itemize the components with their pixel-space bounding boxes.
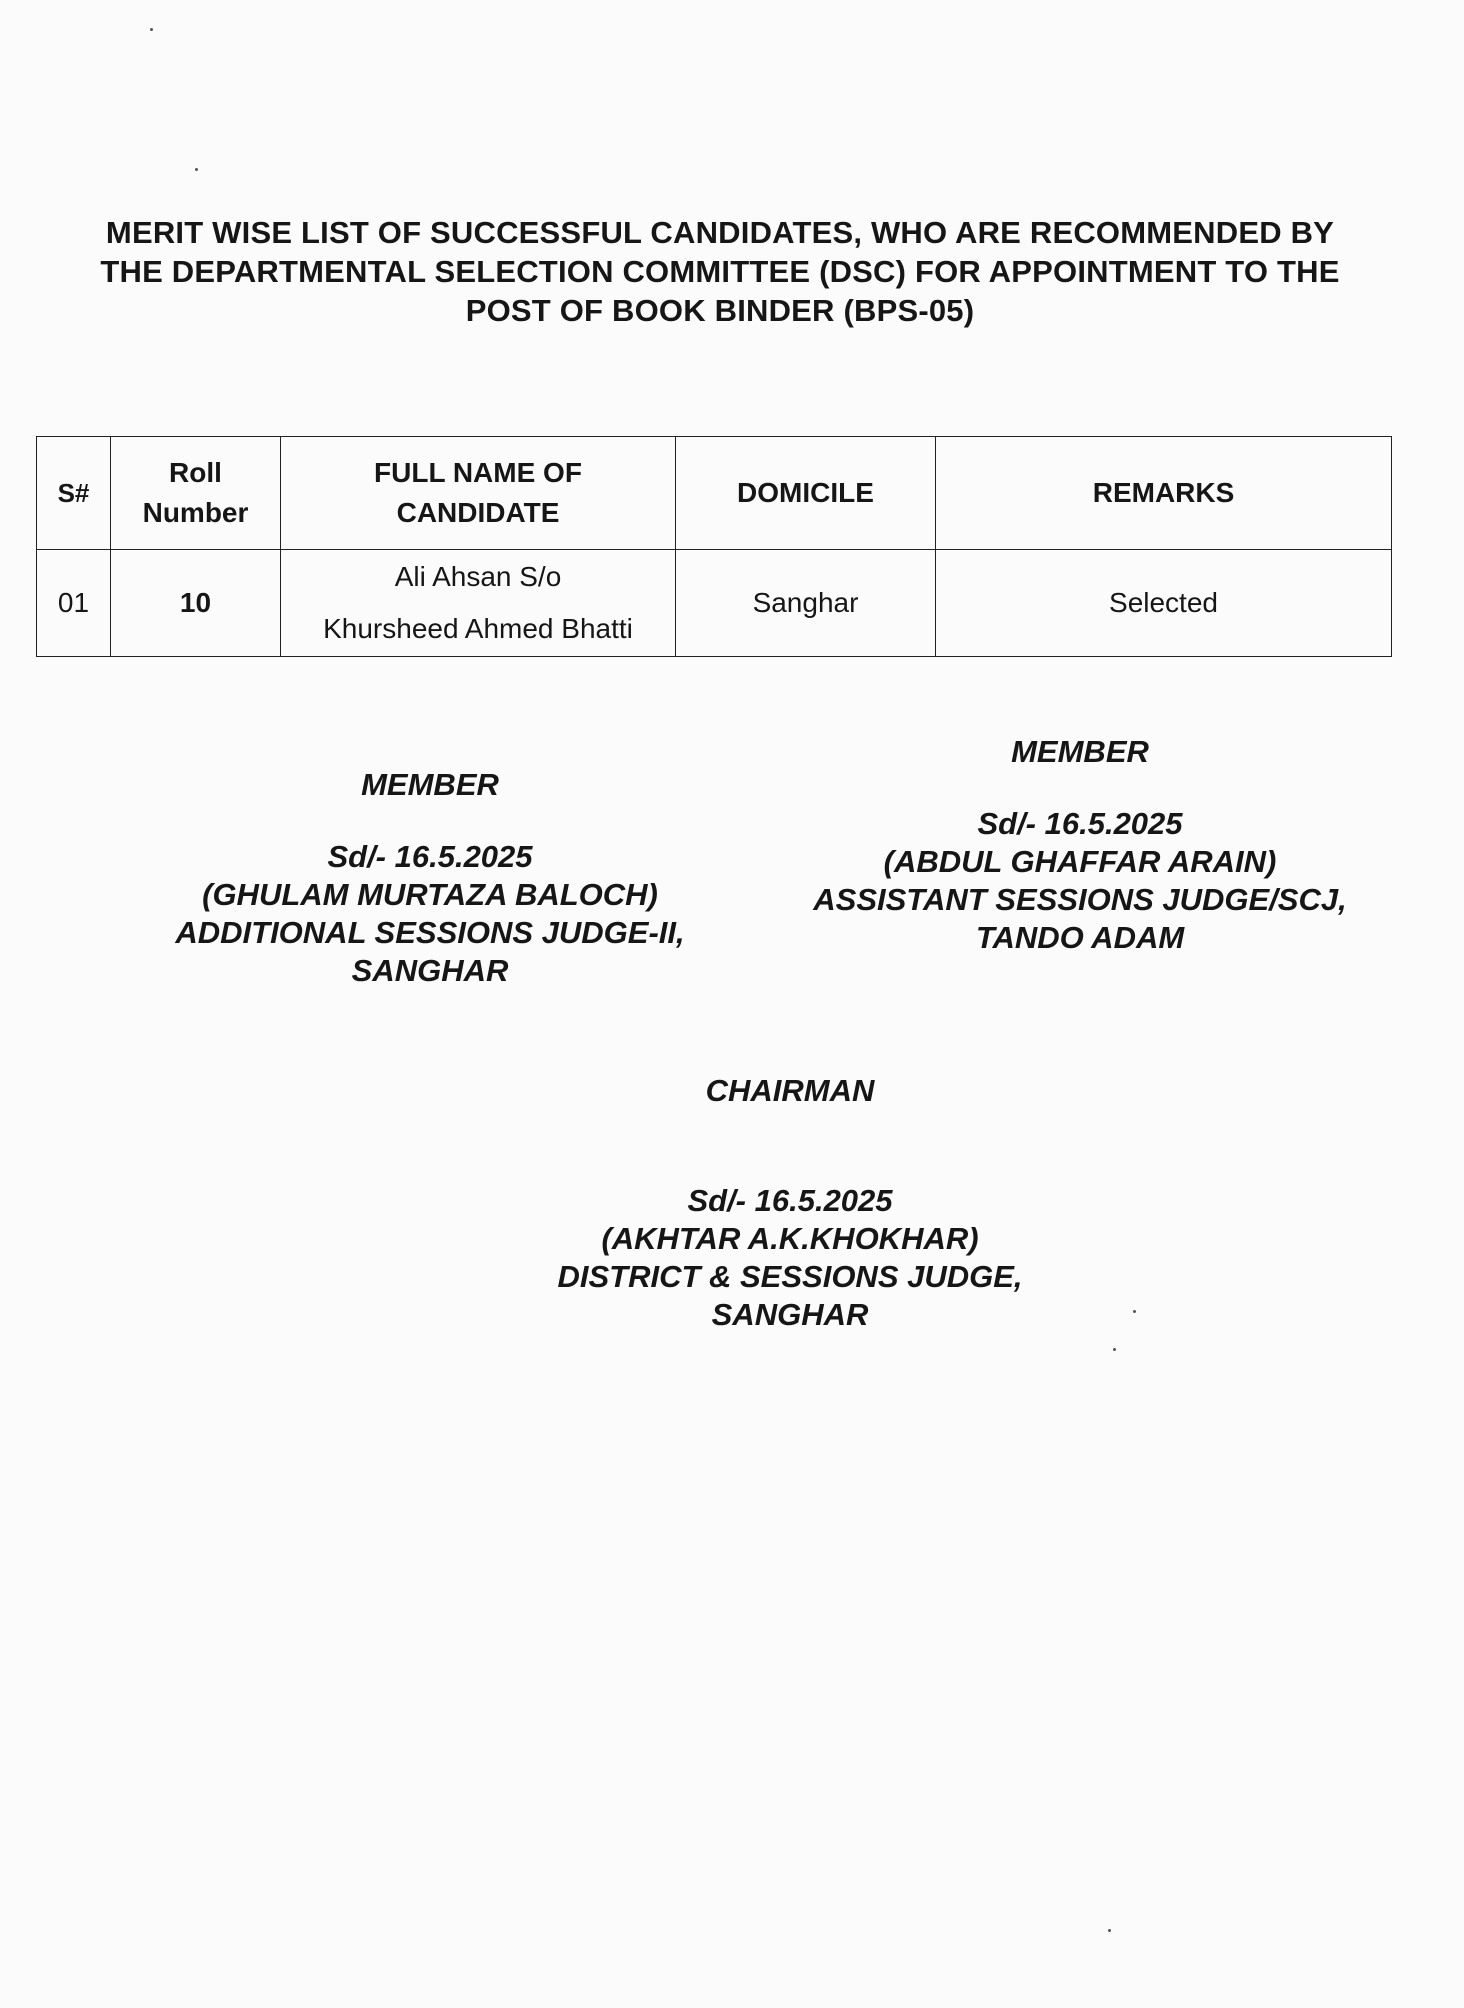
scan-speck	[1133, 1310, 1136, 1313]
signatory-designation: DISTRICT & SESSIONS JUDGE,	[557, 1259, 1023, 1294]
header-name-line-1: FULL NAME OF	[374, 457, 582, 488]
title-line-3: POST OF BOOK BINDER (BPS-05)	[465, 293, 975, 328]
signatory-place: SANGHAR	[711, 1297, 869, 1332]
table-header-row	[37, 437, 1392, 550]
signatory-role: CHAIRMAN	[705, 1073, 875, 1108]
scan-speck	[150, 28, 153, 31]
signatory-name: (AKHTAR A.K.KHOKHAR)	[601, 1221, 979, 1256]
signatory-place: SANGHAR	[351, 953, 509, 988]
title-line-1: MERIT WISE LIST OF SUCCESSFUL CANDIDATES, WHO ARE RECOMMENDED BY	[105, 215, 1335, 250]
header-domicile: DOMICILE	[676, 437, 936, 550]
header-roll-number	[111, 437, 281, 550]
signatory-designation: ADDITIONAL SESSIONS JUDGE-II,	[175, 915, 685, 950]
title-line-2: THE DEPARTMENTAL SELECTION COMMITTEE (DSC) FOR APPOINTMENT TO THE	[100, 254, 1340, 289]
cell-remarks: Selected	[936, 550, 1392, 657]
signatory-name: (ABDUL GHAFFAR ARAIN)	[883, 844, 1277, 879]
cell-name-line-1: Ali Ahsan S/o	[394, 561, 562, 592]
cell-full-name	[281, 550, 676, 657]
cell-name-line-2: Khursheed Ahmed Bhatti	[323, 613, 633, 644]
signatory-chairman	[470, 1072, 1110, 1334]
header-sno: S#	[37, 437, 111, 550]
header-name-line-2: CANDIDATE	[396, 497, 560, 528]
scan-speck	[195, 168, 198, 171]
cell-domicile: Sanghar	[676, 550, 936, 657]
signatory-name: (GHULAM MURTAZA BALOCH)	[202, 877, 658, 912]
header-remarks: REMARKS	[936, 437, 1392, 550]
signatory-member-right	[760, 733, 1400, 957]
header-roll-line-2: Number	[142, 497, 249, 528]
signatory-role: MEMBER	[1011, 734, 1149, 769]
document-title	[40, 213, 1400, 330]
signatory-signed-date: Sd/- 16.5.2025	[327, 839, 533, 874]
cell-sno: 01	[37, 550, 111, 657]
merit-list-table	[36, 436, 1392, 657]
scan-speck	[1113, 1348, 1116, 1351]
signatory-signed-date: Sd/- 16.5.2025	[977, 806, 1183, 841]
cell-roll-number: 10	[111, 550, 281, 657]
signatory-place: TANDO ADAM	[975, 920, 1185, 955]
signatory-role: MEMBER	[361, 767, 499, 802]
table-row	[37, 550, 1392, 657]
scan-speck	[1108, 1929, 1111, 1932]
header-full-name	[281, 437, 676, 550]
header-roll-line-1: Roll	[169, 457, 222, 488]
signatory-signed-date: Sd/- 16.5.2025	[687, 1183, 893, 1218]
signatory-member-left	[140, 766, 720, 990]
signatory-designation: ASSISTANT SESSIONS JUDGE/SCJ,	[813, 882, 1347, 917]
